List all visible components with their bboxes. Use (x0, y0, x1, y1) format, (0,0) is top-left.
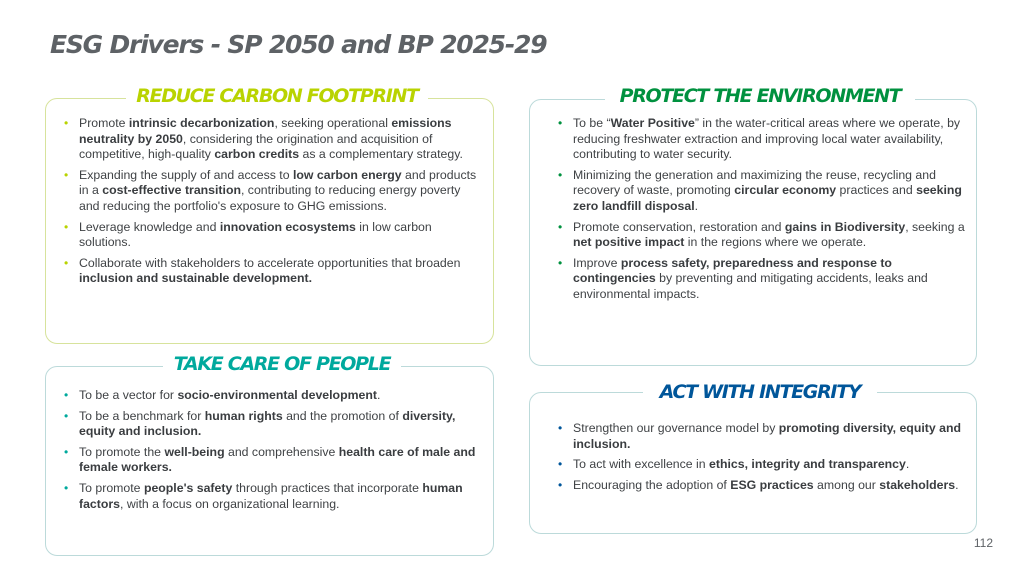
bullet-dot-icon: • (558, 477, 563, 492)
bullet-text: , seeking operational (274, 116, 392, 130)
bullet-item (556, 421, 966, 452)
take-care-of-people-title: TAKE CARE OF PEOPLE (163, 353, 401, 375)
bullet-text: Promote conservation, restoration and (573, 219, 785, 234)
bullet-text: To be “ (573, 116, 611, 130)
reduce-carbon-footprint-list (62, 116, 482, 292)
bullet-text: To be a benchmark for (79, 408, 205, 423)
act-with-integrity-title: ACT WITH INTEGRITY (643, 381, 877, 403)
bullet-dot-icon: • (558, 167, 563, 182)
bullet-text: by preventing and mitigating accidents, leaks and environmental impacts. (573, 271, 928, 301)
bullet-text: Minimizing the generation and maximizing the reuse, recycling and recovery of waste, promoting (573, 167, 936, 198)
page-number: 112 (973, 536, 993, 550)
bullet-text: Collaborate with stakeholders to accelerate opportunities that broaden (79, 255, 461, 270)
bullet-dot-icon: • (64, 167, 69, 182)
bullet-text: To act with excellence in (573, 457, 710, 472)
bullet-text-bold: socio-environmental development (177, 388, 377, 402)
bullet-text-bold: gains in Biodiversity (784, 219, 906, 234)
bullet-text-bold: diversity, equity and inclusion. (79, 408, 456, 439)
bullet-text: Expanding the supply of and access to (79, 167, 293, 182)
bullet-text-bold: stakeholders (879, 477, 956, 492)
bullet-item (62, 445, 482, 476)
bullet-text: . (955, 477, 959, 492)
bullet-text-bold: human rights (204, 408, 283, 423)
bullet-item (62, 116, 482, 163)
bullet-text-bold: low carbon energy (292, 167, 402, 182)
bullet-item (62, 388, 482, 404)
bullet-text: , seeking a (905, 219, 965, 234)
bullet-dot-icon: • (558, 255, 563, 270)
bullet-text: in low carbon solutions. (79, 219, 432, 250)
take-care-of-people-list (62, 388, 482, 517)
bullet-text-bold: inclusion and sustainable development. (79, 271, 313, 286)
protect-environment-title: PROTECT THE ENVIRONMENT (605, 85, 915, 107)
bullet-text: ” in the water-critical areas where we operate, by reducing freshwater extraction and improving local water availability, contributing to water security. (573, 116, 961, 162)
bullet-text: , considering the origination and acquisition of competitive, high-quality (79, 131, 433, 162)
bullet-text: , contributing to reducing energy poverty and reducing the portfolio's exposure to GHG emissions. (79, 183, 461, 213)
bullet-item (556, 478, 966, 494)
bullet-dot-icon: • (558, 219, 563, 234)
bullet-text-bold: people's safety (143, 480, 233, 495)
bullet-item (62, 409, 482, 440)
bullet-text-bold: well-being (164, 444, 225, 459)
bullet-text: through practices that incorporate (232, 480, 423, 495)
bullet-dot-icon: • (64, 255, 69, 270)
bullet-text: among our (813, 477, 880, 492)
bullet-text: Strengthen our governance model by (573, 421, 779, 435)
bullet-text: To promote the (79, 444, 165, 459)
bullet-item (62, 220, 482, 251)
bullet-dot-icon: • (64, 388, 69, 402)
bullet-text-bold: health care of male and female workers. (79, 444, 476, 475)
bullet-text: and the promotion of (282, 408, 403, 423)
bullet-text: in the regions where we operate. (684, 235, 867, 250)
protect-environment-list (556, 116, 971, 308)
bullet-text-bold: innovation ecosystems (219, 219, 356, 234)
bullet-text: and comprehensive (224, 444, 339, 459)
bullet-item (556, 457, 966, 473)
bullet-dot-icon: • (558, 457, 563, 472)
bullet-text-bold: net positive impact (573, 235, 685, 250)
bullet-dot-icon: • (64, 444, 69, 459)
bullet-text: . (376, 388, 381, 402)
bullet-text-bold: emissions neutrality by 2050 (79, 116, 452, 146)
reduce-carbon-footprint-title: REDUCE CARBON FOOTPRINT (126, 85, 428, 107)
bullet-text: practices and (836, 183, 917, 198)
bullet-text-bold: intrinsic decarbonization (128, 116, 275, 130)
bullet-item (62, 256, 482, 287)
bullet-text-bold: Water Positive (610, 116, 695, 130)
bullet-text-bold: process safety, preparedness and response to contingencies (573, 255, 892, 286)
act-with-integrity-list (556, 421, 966, 498)
bullet-text: To promote (79, 480, 144, 495)
bullet-dot-icon: • (64, 116, 69, 130)
bullet-item (556, 168, 971, 215)
bullet-item (62, 168, 482, 215)
bullet-text-bold: human factors (79, 480, 463, 511)
bullet-item (556, 220, 971, 251)
page-title: ESG Drivers - SP 2050 and BP 2025-29 (50, 30, 547, 59)
bullet-text: as a complementary strategy. (299, 147, 463, 162)
bullet-text-bold: ESG practices (730, 477, 814, 492)
bullet-text-bold: seeking zero landfill disposal (573, 183, 962, 213)
bullet-text: Improve (573, 255, 621, 270)
bullet-dot-icon: • (558, 421, 563, 435)
bullet-text: Leverage knowledge and (79, 219, 220, 234)
bullet-text-bold: circular economy (734, 183, 837, 198)
bullet-dot-icon: • (558, 116, 563, 130)
bullet-text: Promote (79, 116, 129, 130)
bullet-text-bold: carbon credits (214, 147, 300, 162)
bullet-text: . (694, 198, 699, 213)
bullet-dot-icon: • (64, 480, 69, 495)
bullet-text: . (905, 457, 910, 472)
bullet-text-bold: promoting diversity, equity and inclusion. (573, 421, 961, 451)
bullet-text: Encouraging the adoption of (573, 477, 731, 492)
bullet-item (62, 481, 482, 512)
bullet-text: To be a vector for (79, 388, 178, 402)
bullet-text: , with a focus on organizational learning. (120, 496, 340, 511)
bullet-text-bold: cost-effective transition (102, 183, 241, 198)
bullet-item (556, 116, 971, 163)
bullet-text: and products in a (79, 167, 477, 198)
bullet-dot-icon: • (64, 219, 69, 234)
bullet-dot-icon: • (64, 408, 69, 423)
bullet-item (556, 256, 971, 303)
bullet-text-bold: ethics, integrity and transparency (709, 457, 906, 472)
